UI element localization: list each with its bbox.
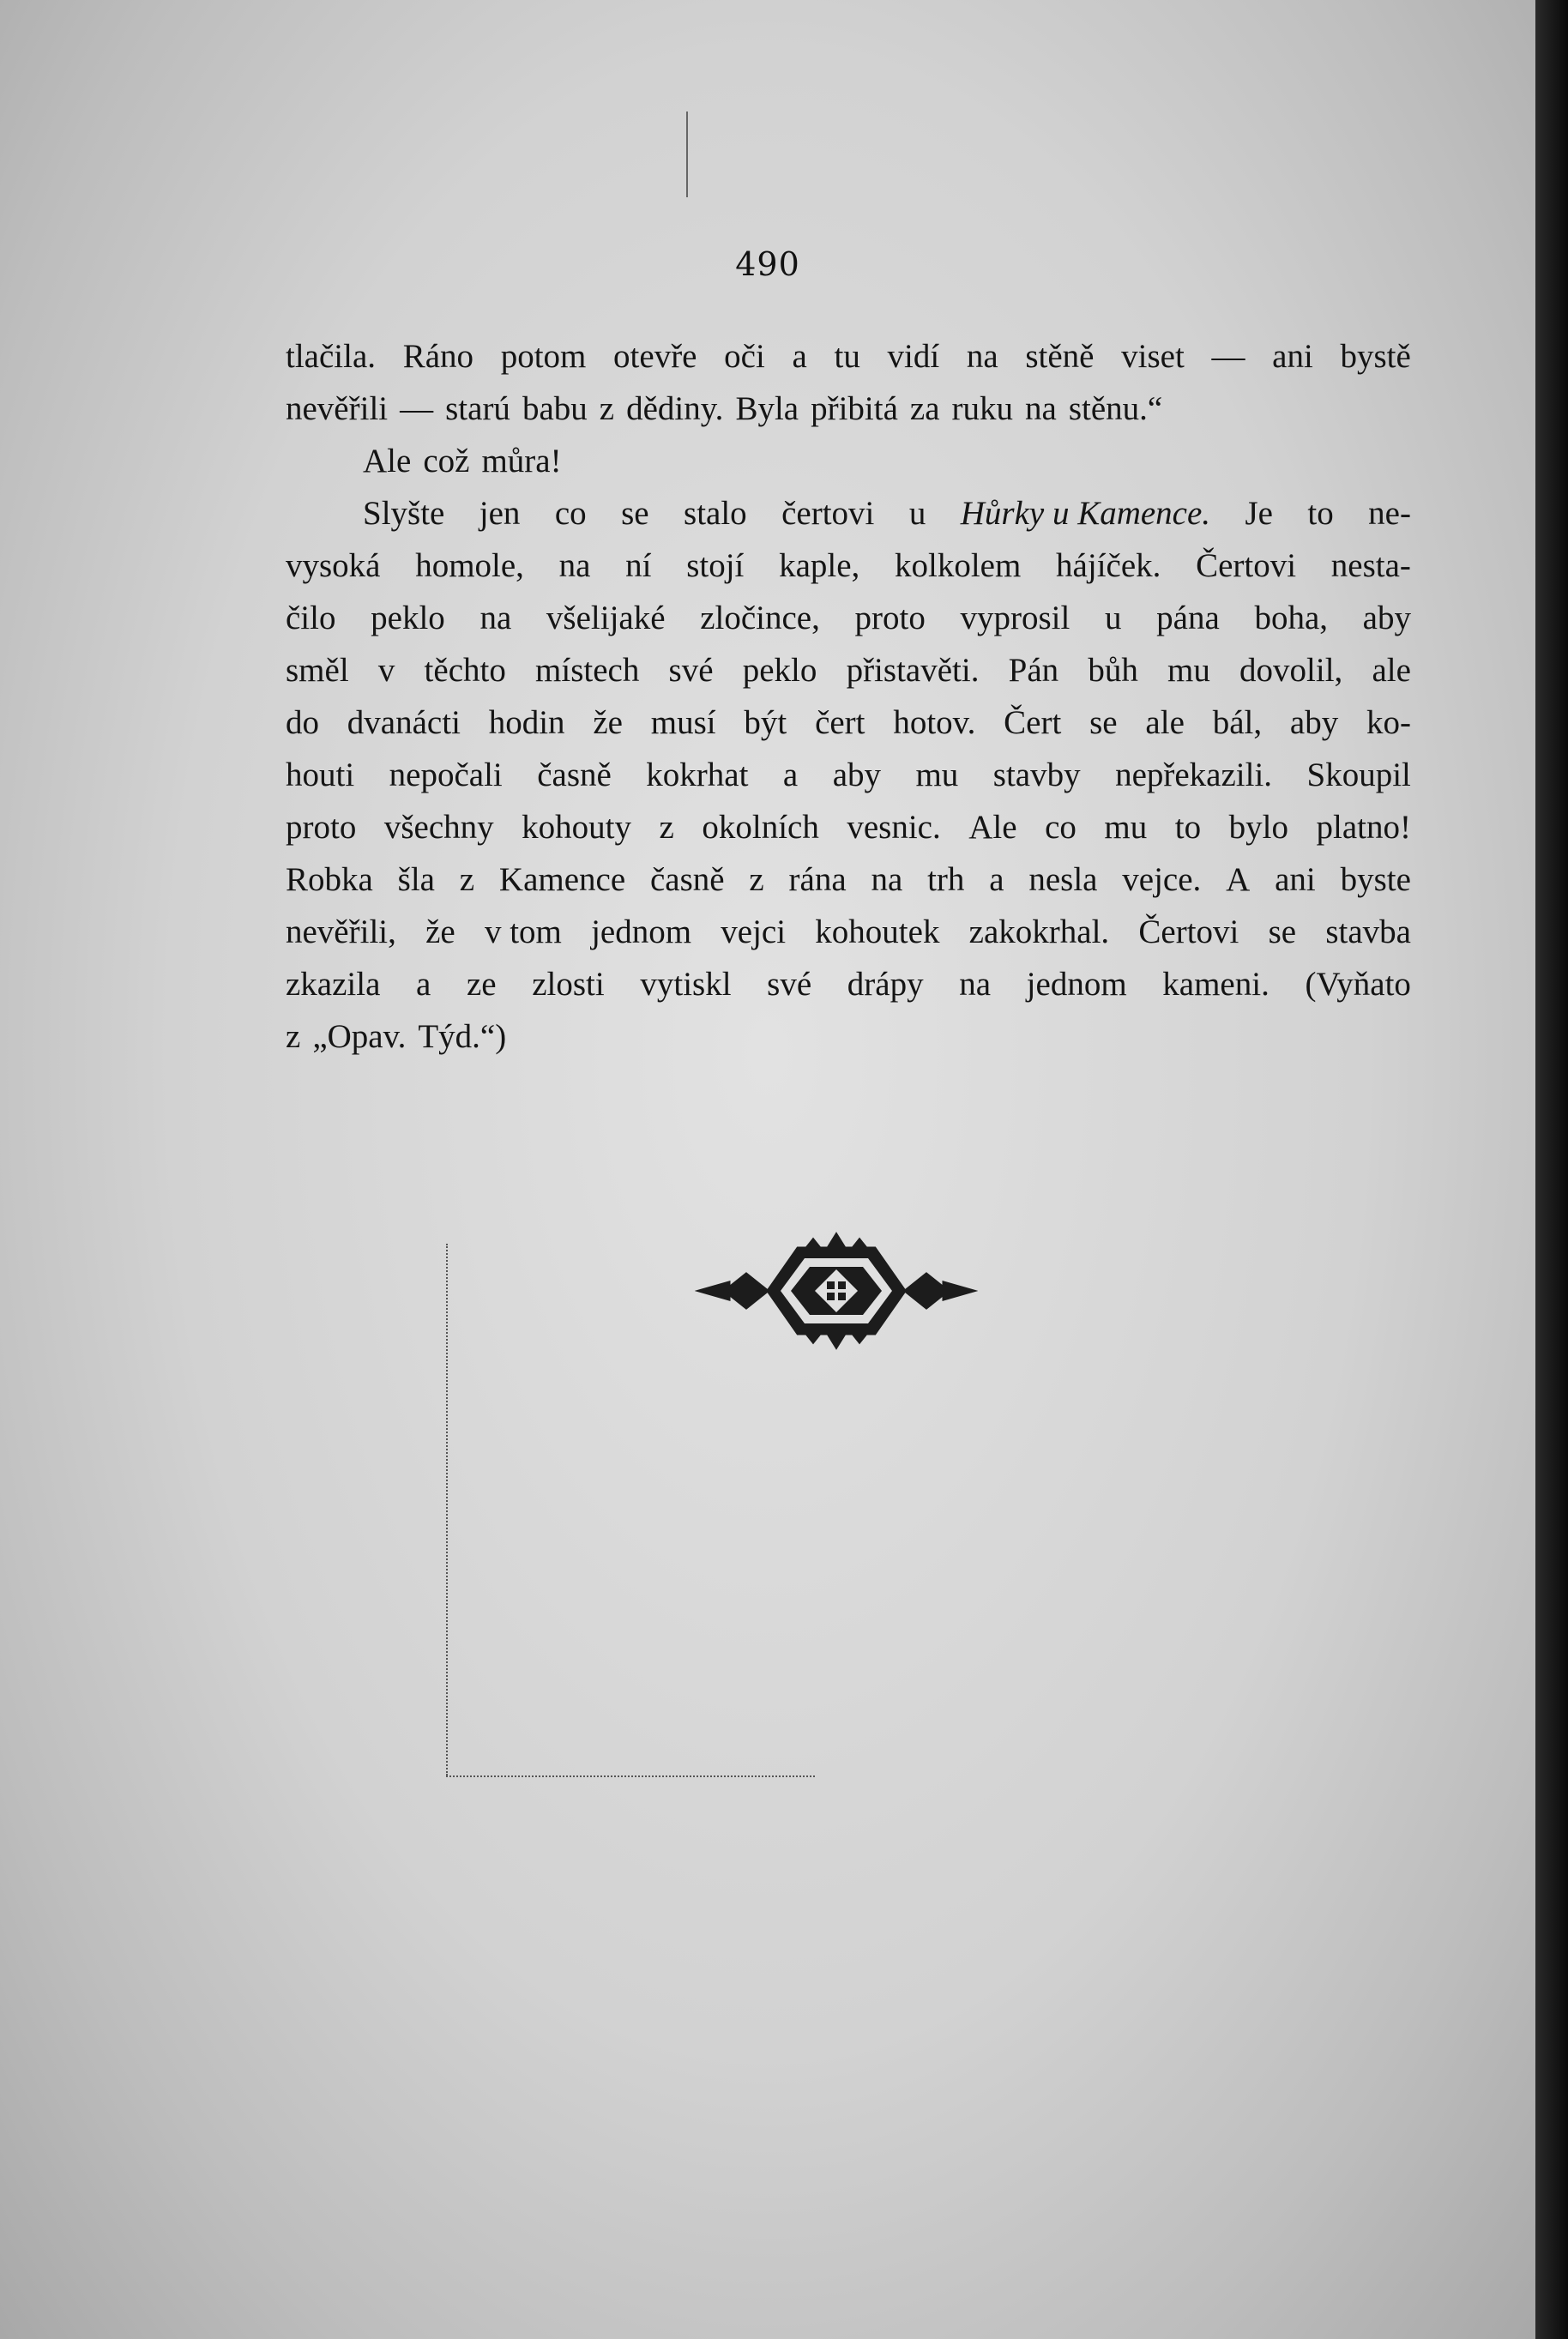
word: se <box>1268 913 1297 950</box>
word: ní <box>625 547 652 584</box>
word: kaple, <box>779 547 860 584</box>
word: čert <box>815 704 865 741</box>
word: houti <box>286 757 355 793</box>
vignette-ornament-shape <box>699 1234 974 1347</box>
word: kohouty <box>522 809 632 846</box>
word: místech <box>535 652 640 689</box>
word: přibitá <box>811 390 898 427</box>
word: ani <box>1275 861 1316 898</box>
word: nesta- <box>1330 547 1411 584</box>
word: rána <box>788 861 847 898</box>
word: dědiny. <box>626 390 724 427</box>
word: vidí <box>887 338 940 375</box>
text-line <box>286 958 1411 1010</box>
body-text <box>286 330 1411 1063</box>
word: nevěřili <box>286 390 389 427</box>
word: ruku <box>951 390 1014 427</box>
word: nevěřili, <box>286 913 396 950</box>
word: — <box>400 390 434 427</box>
text-line <box>286 383 1411 435</box>
word: platno! <box>1316 809 1411 846</box>
word: bylo <box>1228 809 1288 846</box>
word: Ale <box>363 443 412 479</box>
word: ani <box>1272 338 1313 375</box>
word: všelijaké <box>546 600 666 636</box>
word: zlosti <box>532 966 605 1003</box>
word: Čert <box>1004 704 1062 741</box>
word: trh <box>927 861 965 898</box>
word: aby <box>1362 600 1411 636</box>
word: — <box>1211 338 1245 375</box>
word: časně <box>537 757 612 793</box>
text-line <box>286 906 1411 958</box>
word: Čertovi <box>1138 913 1239 950</box>
word: boha, <box>1254 600 1329 636</box>
word: časně <box>649 861 725 898</box>
word: Je <box>1245 495 1273 532</box>
scan-border <box>1535 0 1568 2339</box>
word: mu <box>1167 652 1210 689</box>
word: kokrhat <box>646 757 749 793</box>
word: to <box>1174 809 1202 846</box>
word: pána <box>1156 600 1220 636</box>
word: z <box>459 861 475 898</box>
word: co <box>1045 809 1076 846</box>
word: na <box>479 600 512 636</box>
word: vejce. <box>1122 861 1202 898</box>
word: na <box>871 861 903 898</box>
word: na <box>1025 390 1057 427</box>
word: (Vyňato <box>1305 966 1411 1003</box>
word: musí <box>650 704 716 741</box>
word: čertovi <box>781 495 875 532</box>
word: stalo <box>684 495 747 532</box>
word: což <box>423 443 470 479</box>
word: nesla <box>1028 861 1098 898</box>
scan-artifact-line <box>686 112 688 197</box>
word: stavba <box>1325 913 1411 950</box>
word: z <box>659 809 674 846</box>
word: bystě <box>1340 338 1411 375</box>
word: mu <box>1104 809 1148 846</box>
text-line <box>286 435 1411 487</box>
word: Ale <box>968 809 1017 846</box>
word: aby <box>1289 704 1339 741</box>
text-line <box>286 1010 1411 1063</box>
word: ze <box>466 966 497 1003</box>
text-line <box>286 853 1411 906</box>
word: hájíček. <box>1056 547 1161 584</box>
word: stavby <box>992 757 1081 793</box>
word: ko- <box>1366 704 1411 741</box>
word: Kamence <box>498 861 626 898</box>
page-number: 490 <box>735 245 800 283</box>
word: dovolil, <box>1239 652 1343 689</box>
text-line <box>286 592 1411 644</box>
word: své <box>767 966 812 1003</box>
text-line <box>286 540 1411 592</box>
word: viset <box>1121 338 1185 375</box>
word: zkazila <box>286 966 381 1003</box>
word: drápy <box>847 966 924 1003</box>
word: stěnu.“ <box>1068 390 1163 427</box>
word: šla <box>397 861 435 898</box>
word: nepřekazili. <box>1115 757 1273 793</box>
word: A <box>1226 861 1251 898</box>
word: vysoká <box>286 547 381 584</box>
word: vyprosil <box>960 600 1070 636</box>
text-line <box>286 749 1411 801</box>
word: u <box>908 495 926 532</box>
word: že <box>593 704 623 741</box>
word: na <box>558 547 591 584</box>
word: v tom <box>484 913 562 950</box>
word: babu <box>522 390 588 427</box>
word: „Opav. <box>312 1018 407 1055</box>
word: zločince, <box>700 600 820 636</box>
word: z <box>749 861 764 898</box>
word: Čertovi <box>1196 547 1297 584</box>
word: stěně <box>1025 338 1095 375</box>
word: své <box>668 652 714 689</box>
word: oči <box>724 338 765 375</box>
word: ale <box>1145 704 1185 741</box>
word: za <box>909 390 940 427</box>
word: směl <box>286 652 349 689</box>
word: tu <box>834 338 860 375</box>
word: proto <box>286 809 357 846</box>
word: vesnic. <box>847 809 941 846</box>
word: ale <box>1372 652 1411 689</box>
word: těchto <box>424 652 506 689</box>
word: hotov. <box>893 704 976 741</box>
word: v <box>377 652 395 689</box>
word: tlačila. <box>286 338 377 375</box>
word: ne- <box>1368 495 1411 532</box>
word: být <box>744 704 787 741</box>
word: co <box>554 495 587 532</box>
word: a <box>782 757 799 793</box>
word: okolních <box>702 809 819 846</box>
word: Skoupil <box>1306 757 1411 793</box>
word: z <box>286 1018 301 1055</box>
word: starú <box>445 390 510 427</box>
word: a <box>416 966 431 1003</box>
word: na <box>966 338 998 375</box>
word: potom <box>500 338 587 375</box>
word: jednom <box>591 913 692 950</box>
word: peklo <box>371 600 445 636</box>
word: jen <box>479 495 521 532</box>
word: otevře <box>613 338 697 375</box>
word: Týd.“) <box>418 1018 507 1055</box>
word: kohoutek <box>815 913 940 950</box>
word: kolkolem <box>895 547 1022 584</box>
word: bůh <box>1088 652 1138 689</box>
word: u <box>1105 600 1122 636</box>
word: a <box>792 338 807 375</box>
word: vejci <box>721 913 787 950</box>
faint-frame-horizontal <box>446 1775 815 1779</box>
word: Hůrky u Kamence. <box>960 495 1211 532</box>
word: vytiskl <box>640 966 732 1003</box>
word: jednom <box>1026 966 1127 1003</box>
word: stojí <box>686 547 745 584</box>
word: Byla <box>735 390 799 427</box>
word: kameni. <box>1162 966 1269 1003</box>
word: přistavěti. <box>846 652 980 689</box>
word: z <box>599 390 615 427</box>
text-line <box>286 644 1411 696</box>
word: homole, <box>415 547 524 584</box>
word: nepočali <box>389 757 503 793</box>
text-line <box>286 696 1411 749</box>
word: Pán <box>1008 652 1059 689</box>
word: bál, <box>1212 704 1263 741</box>
word: že <box>425 913 455 950</box>
word: čilo <box>286 600 336 636</box>
text-line <box>286 330 1411 383</box>
faint-frame-vertical <box>446 1244 449 1775</box>
word: to <box>1307 495 1334 532</box>
word: mu <box>915 757 959 793</box>
word: peklo <box>742 652 817 689</box>
word: Ráno <box>402 338 474 375</box>
word: dvanácti <box>347 704 461 741</box>
word: Slyšte <box>363 495 445 532</box>
word: a <box>989 861 1004 898</box>
text-line <box>286 487 1411 540</box>
word: se <box>1089 704 1118 741</box>
word: na <box>959 966 992 1003</box>
word: se <box>621 495 649 532</box>
word: proto <box>854 600 926 636</box>
text-line <box>286 801 1411 853</box>
word: do <box>286 704 319 741</box>
word: aby <box>832 757 881 793</box>
word: můra! <box>481 443 562 479</box>
word: Robka <box>286 861 373 898</box>
decorative-vignette <box>695 1231 978 1351</box>
word: všechny <box>383 809 494 846</box>
word: hodin <box>488 704 565 741</box>
word: byste <box>1340 861 1411 898</box>
word: zakokrhal. <box>968 913 1110 950</box>
